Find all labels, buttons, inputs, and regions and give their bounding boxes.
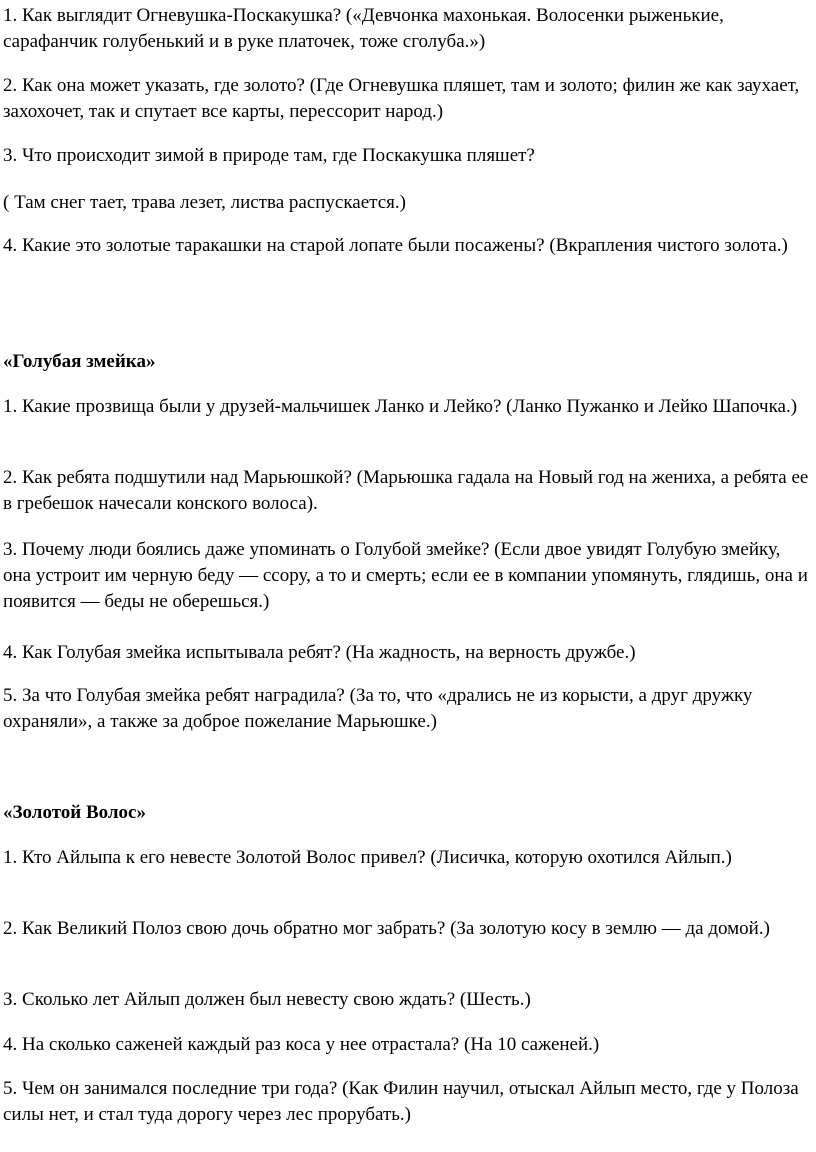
question-paragraph: 3. Почему люди боялись даже упоминать о Голубой змейке? (Если двое увидят Голубую змейку, она устроит им черную беду — ссору, а то и смерть; если ее в компании упомянуть, глядишь, она и появится — беды не оберешься.): [3, 539, 808, 612]
question-paragraph: 2. Как ребята подшутили над Марьюшкой? (Марьюшка гадала на Новый год на жениха, а ребята ее в гребешок начесали конского волоса).: [3, 467, 809, 514]
question-paragraph: 1. Какие прозвища были у друзей-мальчишек Ланко и Лейко? (Ланко Пужанко и Лейко Шапочка.): [3, 396, 798, 417]
question-paragraph: 4. Как Голубая змейка испытывала ребят? (На жадность, на верность дружбе.): [3, 642, 636, 663]
answer-paragraph: ( Там снег тает, трава лезет, листва распускается.): [3, 192, 406, 213]
question-paragraph: 1. Кто Айлыпа к его невесте Золотой Волос привел? (Лисичка, которую охотился Айлып.): [3, 847, 732, 868]
question-paragraph: 4. Какие это золотые таракашки на старой лопате были посажены? (Вкрапления чистого золота.): [3, 235, 788, 256]
question-paragraph: З. Сколько лет Айлып должен был невесту свою ждать? (Шесть.): [3, 989, 531, 1010]
section-heading: «Голубая змейка»: [3, 351, 156, 372]
section-heading: «Золотой Волос»: [3, 802, 146, 823]
question-paragraph: 5. Чем он занимался последние три года? (Как Филин научил, отыскал Айлып место, где у Полоза силы нет, и стал туда дорогу через лес прорубать.): [3, 1078, 799, 1125]
question-paragraph: 5. За что Голубая змейка ребят наградила? (За то, что «дрались не из корысти, а друг дружку охраняли», а также за доброе пожелание Марьюшке.): [3, 685, 753, 732]
question-paragraph: 1. Как выглядит Огневушка-Поскакушка? («Девчонка махонькая. Волосенки рыженькие, сарафанчик голубенький и в руке платочек, тоже сголуба.»): [3, 5, 724, 52]
question-paragraph: 3. Что происходит зимой в природе там, где Поскакушка пляшет?: [3, 145, 535, 166]
question-paragraph: 2. Как она может указать, где золото? (Где Огневушка пляшет, там и золото; филин же как заухает, захохочет, так и спутает все карты, перессорит народ.): [3, 75, 800, 122]
question-paragraph: 2. Как Великий Полоз свою дочь обратно мог забрать? (За золотую косу в землю — да домой.): [3, 918, 770, 939]
question-paragraph: 4. На сколько саженей каждый раз коса у нее отрастала? (На 10 саженей.): [3, 1034, 600, 1055]
